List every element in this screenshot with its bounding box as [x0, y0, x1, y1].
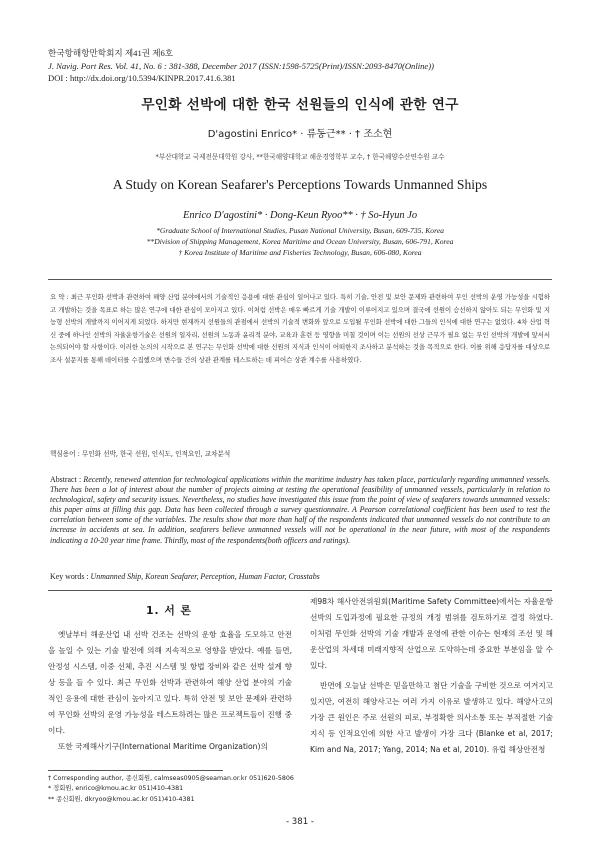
authors-korean: D'agostini Enrico* · 류동근** · † 조소현: [207, 129, 393, 140]
page-number: - 381 -: [285, 817, 315, 827]
journal-citation: J. Navig. Port Res. Vol. 41, No. 6 : 381-388, December 2017 (ISSN:1598-5725(Print)/ISSN:2093-8470(Online)): [48, 60, 434, 71]
affiliation-en-2: **Division of Shipping Management, Korea Maritime and Ocean University, Busan, 606-791, Korea: [146, 236, 454, 246]
paragraph: 제98차 해사안전위원회(Maritime Safety Committee)에서는 자율운항선박의 도입과정에 필요한 규정의 개정 범위를 검토하기로 결정 하였다. 이처럼 무인화 선박의 기술 개발과 운영에 관한 이슈는 현재의 조선 및 해운산업의 차세대 미래지향적 산업으로 도약하는데 중요한 부분임을 알 수 있다.: [310, 597, 553, 670]
keywords-label: Key words :: [50, 572, 91, 581]
title-english: A Study on Korean Seafarer's Perceptions Towards Unmanned Ships: [112, 177, 488, 192]
footnotes: [48, 774, 294, 805]
body-column-right: [310, 594, 553, 758]
keywords-english: [50, 572, 320, 581]
abstract-top-rule: [48, 279, 552, 280]
abstract-bottom-rule: [48, 590, 552, 591]
affiliations-korean: *부산대학교 국제전문대학원 강사, **한국해양대학교 해운경영학부 교수, † 한국해양수산연수원 교수: [155, 153, 445, 161]
authors-english: Enrico D'agostini* · Dong-Keun Ryoo** · † So-Hyun Jo: [182, 210, 418, 221]
section-heading-introduction: 1. 서 론: [146, 604, 192, 617]
abstract-korean: 요 약 : 최근 무인화 선박과 관련하여 해양 산업 분야에서의 기술적인 응용에 대한 관심이 일어나고 있다. 특히 기술, 안전 및 보안 문제와 관련하여 무인 선박의 운영 가능성을 시험하고 개발하는 것을 목표로 하는 많은 연구에 대한 관심이 모아지고 있다. 이처럼 선박은 매우 빠르게 기술 개발이 이루어지고 있으며 결국에 선원이 승선하지 않아도 되는 무인화 및 지능형 선박의 개발까지 이어지게 되었다. 하지만 현재까지 선원들의 관점에서 선박의 기술적 변화와 앞으로 도입될 무인화 선박에 대한 그들의 인식에 대한 연구는 없었다. 4차 산업 혁신 중에 하나인 선박의 자율운항기술은 선원의 일자리, 선원의 노동과 윤리적 분야, 교육과 훈련 등 영향을 미칠 것이며 이는 선원의 선상 근무가 필요 없는 무인 선박의 개발에 앞서서 논의되어야 할 사항이다. 이러한 논의의 시작으로 본 연구는 무인화 선박에 대한 선원의 지식과 인식이 어떠한지 조사하고 분석하는 것을 목적으로 한다. 이를 위해 응답자를 대상으로 조사 설문지를 통해 데이터를 수집했으며 변수들 간의 상관 관계를 테스트하는 데 피어슨 상관 계수를 사용하였다.: [50, 293, 550, 364]
affiliation-en-3: † Korea Institute of Maritime and Fisheries Technology, Busan, 606-080, Korea: [178, 247, 422, 257]
paragraph: 옛날부터 해운산업 내 선박 건조는 선박의 운항 효율을 도모하고 안전을 높일 수 있는 기술 발전에 의해 지속적으로 영향을 받았다. 예를 들면, 안정성 시스템, 이중 선체, 추진 시스템 및 항법 장비와 같은 선박 설계 향상 등을 들 수 있다. 최근 무인화 선박과 관련하여 해양 산업 분야의 기술적인 응용에 대한 관심이 높아지고 있다. 특히 안전 및 보안 문제와 관련하여 무인화 선박의 운영 가능성을 테스트하려는 많은 프로젝트들이 진행 중이다.: [48, 630, 292, 735]
keywords-korean: 핵심용어 : 무인화 선박, 한국 선원, 인식도, 인적요인, 교차분석: [50, 450, 231, 458]
abstract-label: Abstract :: [50, 475, 84, 484]
body-column-left: [48, 627, 292, 755]
journal-name-ko: 한국항해항만학회지 제41권 제6호: [48, 48, 174, 58]
footnote-member-2: ** 종신회원, dkryoo@kmou.ac.kr 051)410-4381: [48, 795, 195, 803]
keywords-english-text: Unmanned Ship, Korean Seafarer, Perception, Human Factor, Crosstabs: [90, 572, 320, 581]
doi-line: DOI : http://dx.doi.org/10.5394/KINPR.2017.41.6.381: [48, 73, 236, 84]
title-korean: 무인화 선박에 대한 한국 선원들의 인식에 관한 연구: [141, 97, 459, 113]
affiliation-en-1: *Graduate School of International Studies, Pusan National University, Busan, 609-735, Korea: [156, 226, 444, 235]
journal-header: [48, 47, 434, 85]
abstract-english-text: Recently, renewed attention for technological applications within the maritime industry has taken place, particularly regarding unmanned vessels. There has been a lot of interest about the number of projects aiming at testing the operational feasibility of unmanned vessels, particularly in relation to technological, safety and security issues. Nevertheless, no studies have investigated this issue from the point of view of seafarers towards unmanned vessels: this paper aims at filling this gap. Data has been collected through a survey questionnaire. A Pearson correlational coefficient has been used to test the correlation between some of the variables. The results show that more than half of the respondents indicated that unmanned vessels do not contribute to an increase in accidents at sea. In addition, seafarers believe unmanned vessels will not be operational in the near future, with most of the respondents indicating a 10-20 year time frame. Thirdly, most of the respondents(both officers and ratings).: [50, 475, 550, 545]
footnote-member-1: * 정회원, enrico@kmou.ac.kr 051)410-4381: [48, 785, 184, 793]
footnote-corresponding: † Corresponding author, 종신회원, calmseas0905@seaman.or.kr 051)620-5806: [48, 775, 294, 782]
abstract-english: [50, 475, 550, 546]
paragraph: 또한 국제해사기구(International Maritime Organization)의: [58, 742, 268, 751]
footnote-rule: [48, 770, 223, 771]
affiliations-english: [0, 226, 600, 258]
paragraph: 반면에 오늘날 선박은 믿을만하고 첨단 기술을 구비한 것으로 여겨지고 있지만, 여전히 해양사고는 여러 가지 이유로 발생하고 있다. 해양사고의 가장 큰 원인은 주로 선원의 피로, 부정확한 의사소통 또는 부적절한 기술 지식 등 인적요인에 의한 사고 발생이 가장 크다 (Blanke et al, 2017; Kim and Na, 2017; Yang, 2014; Na et al, 2010). 유럽 해상안전청: [310, 681, 553, 754]
